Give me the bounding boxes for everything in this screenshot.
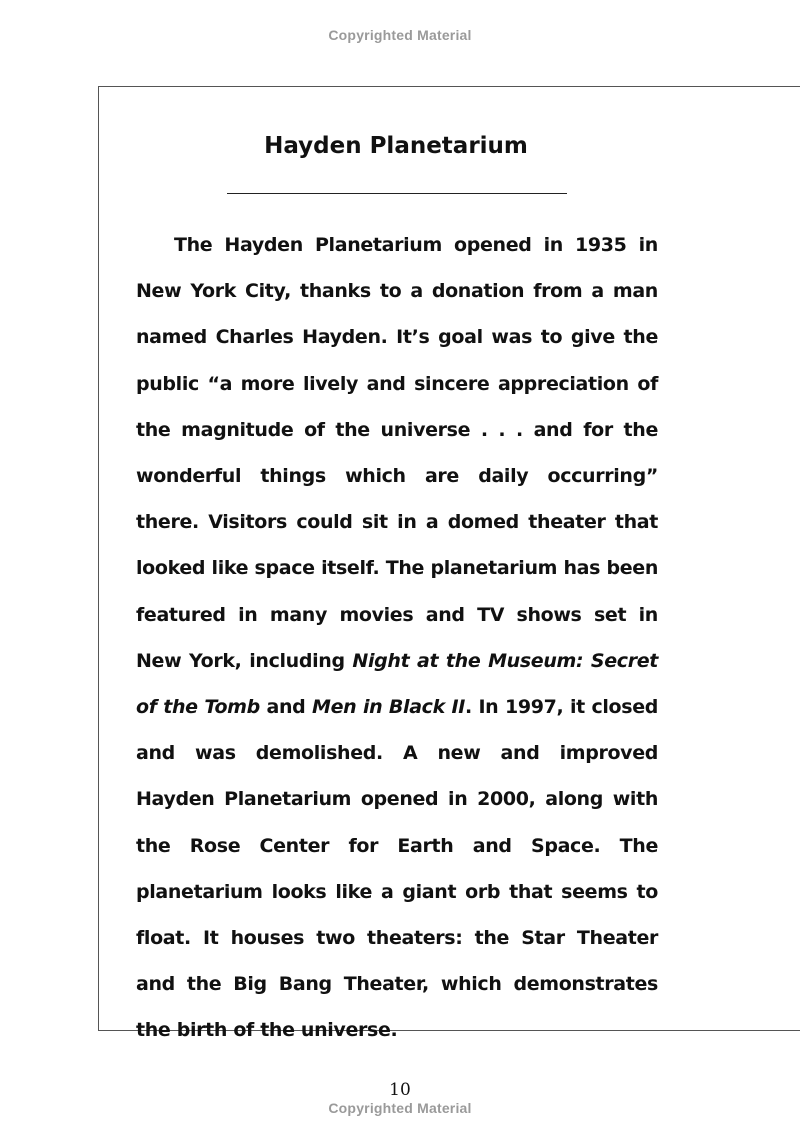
paragraph-text-part-2: and — [259, 696, 313, 719]
copyright-watermark-bottom: Copyrighted Material — [328, 1100, 472, 1116]
sidebar-paragraph — [136, 222, 658, 1054]
movie-title-men-in-black: Men in Black II — [312, 696, 465, 719]
movie-title-night-at-the-museum: Night at the Museum: Secret of the Tomb — [136, 649, 658, 719]
paragraph-text-part-1: The Hayden Planetarium opened in 1935 in New York City, thanks to a donation from a man named Charles Hayden. It’s goal was to give the public “a more lively and sincere appreciation of the magnitude of the universe . . . and for the wonderful things which are daily occurring” there. Visitors could sit in a domed theater that looked like space itself. The planetarium has been featured in many movies and TV shows set in New York, including — [136, 234, 658, 672]
sidebar-title: Hayden Planetarium — [264, 133, 528, 159]
copyright-watermark-top: Copyrighted Material — [328, 27, 472, 43]
page-number: 10 — [389, 1080, 411, 1100]
title-divider — [227, 193, 567, 194]
paragraph-text-part-3: . In 1997, it closed and was demolished. A new and improved Hayden Planetarium opened in 2000, along with the Rose Center for Earth and Space. The planetarium looks like a giant orb that seems to float. It houses two theaters: the Star Theater and the Big Bang Theater, which demonstrates the birth of the universe. — [136, 696, 658, 1042]
